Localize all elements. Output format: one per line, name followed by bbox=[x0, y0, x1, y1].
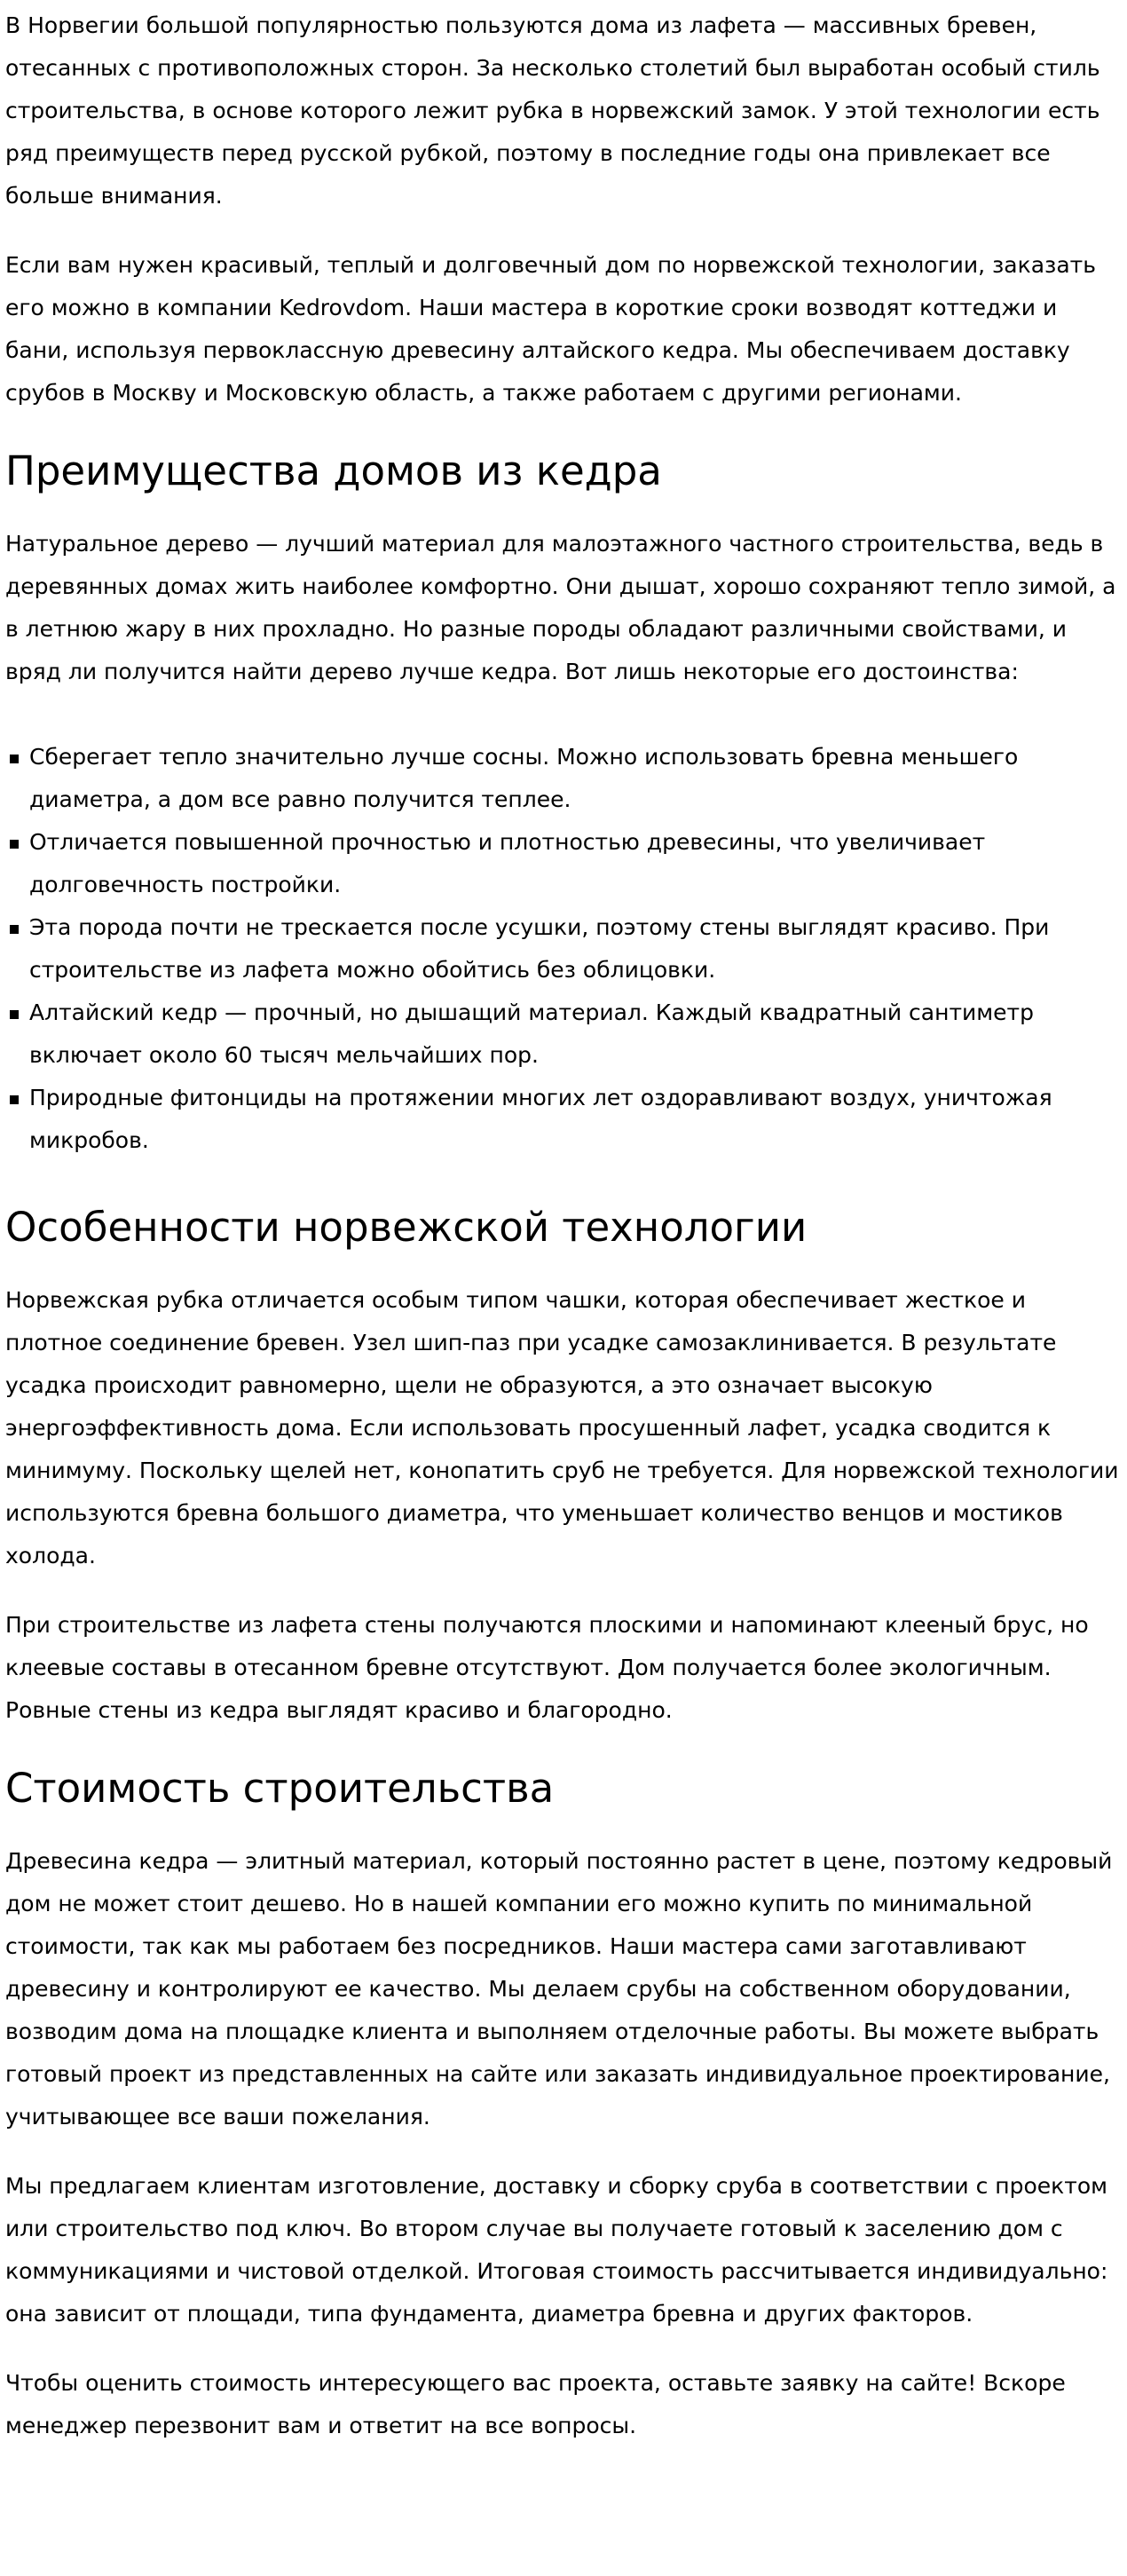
section-technology-heading: Особенности норвежской технологии bbox=[5, 1204, 808, 1251]
cost-paragraph-3: Чтобы оценить стоимость интересующего вас проекта, оставьте заявку на сайте! Вскоре менеджер перезвонит вам и ответит на все вопросы. bbox=[5, 2370, 1066, 2438]
advantages-list bbox=[5, 736, 1120, 1162]
cost-paragraph-2: Мы предлагаем клиентам изготовление, доставку и сборку сруба в соответствии с проектом или строительство под ключ. Во втором случае вы получаете готовый к заселению дом с коммуникациями и чистовой отделкой. Итоговая стоимость рассчитывается индивидуально: она зависит от площади, типа фундамента, диаметра бревна и других факторов. bbox=[5, 2173, 1108, 2327]
advantage-item-5: Природные фитонциды на протяжении многих лет оздоравливают воздух, уничтожая микробов. bbox=[5, 1077, 1120, 1162]
cost-paragraph-1: Древесина кедра — элитный материал, который постоянно растет в цене, поэтому кедровый дом не может стоит дешево. Но в нашей компании его можно купить по минимальной стоимости, так как мы работаем без посредников. Наши мастера сами заготавливают древесину и контролируют ее качество. Мы делаем срубы на собственном оборудовании, возводим дома на площадке клиента и выполняем отделочные работы. Вы можете выбрать готовый проект из представленных на сайте или заказать индивидуальное проектирование, учитывающее все ваши пожелания. bbox=[5, 1848, 1113, 2130]
section-technology bbox=[5, 1205, 1120, 1732]
advantage-item-3: Эта порода почти не трескается после усушки, поэтому стены выглядят красиво. При строительстве из лафета можно обойтись без облицовки. bbox=[5, 906, 1120, 992]
technology-paragraph-1: Норвежская рубка отличается особым типом чашки, которая обеспечивает жесткое и плотное соединение бревен. Узел шип-паз при усадке самозаклинивается. В результате усадка происходит равномерно, щели не образуются, а это означает высокую энергоэффективность дома. Если использовать просушенный лафет, усадка сводится к минимуму. Поскольку щелей нет, конопатить сруб не требуется. Для норвежской технологии используются бревна большого диаметра, что уменьшает количество венцов и мостиков холода. bbox=[5, 1287, 1119, 1569]
section-cost-heading: Стоимость строительства bbox=[5, 1765, 555, 1812]
advantage-item-4: Алтайский кедр — прочный, но дышащий материал. Каждый квадратный сантиметр включает около 60 тысяч мельчайших пор. bbox=[5, 992, 1120, 1077]
advantages-paragraph: Натуральное дерево — лучший материал для малоэтажного частного строительства, ведь в деревянных домах жить наиболее комфортно. Они дышат, хорошо сохраняют тепло зимой, а в летнюю жару в них прохладно. Но разные породы обладают различными свойствами, и вряд ли получится найти дерево лучше кедра. Вот лишь некоторые его достоинства: bbox=[5, 531, 1116, 684]
advantage-item-2: Отличается повышенной прочностью и плотностью древесины, что увеличивает долговечность постройки. bbox=[5, 821, 1120, 906]
technology-paragraph-2: При строительстве из лафета стены получаются плоскими и напоминают клееный брус, но клеевые составы в отесанном бревне отсутствуют. Дом получается более экологичным. Ровные стены из кедра выглядят красиво и благородно. bbox=[5, 1612, 1089, 1723]
intro-paragraph-1: В Норвегии большой популярностью пользуются дома из лафета — массивных бревен, отесанных с противоположных сторон. За несколько столетий был выработан особый стиль строительства, в основе которого лежит рубка в норвежский замок. У этой технологии есть ряд преимуществ перед русской рубкой, поэтому в последние годы она привлекает все больше внимания. bbox=[5, 12, 1100, 209]
section-advantages-heading: Преимущества домов из кедра bbox=[5, 447, 662, 494]
section-cost bbox=[5, 1766, 1120, 2447]
advantage-item-1: Сберегает тепло значительно лучше сосны. Можно использовать бревна меньшего диаметра, а дом все равно получится теплее. bbox=[5, 736, 1120, 821]
intro-paragraph-2: Если вам нужен красивый, теплый и долговечный дом по норвежской технологии, заказать его можно в компании Kedrovdom. Наши мастера в короткие сроки возводят коттеджи и бани, используя первоклассную древесину алтайского кедра. Мы обеспечиваем доставку срубов в Москву и Московскую область, а также работаем с другими регионами. bbox=[5, 252, 1096, 406]
section-advantages bbox=[5, 448, 1120, 1162]
